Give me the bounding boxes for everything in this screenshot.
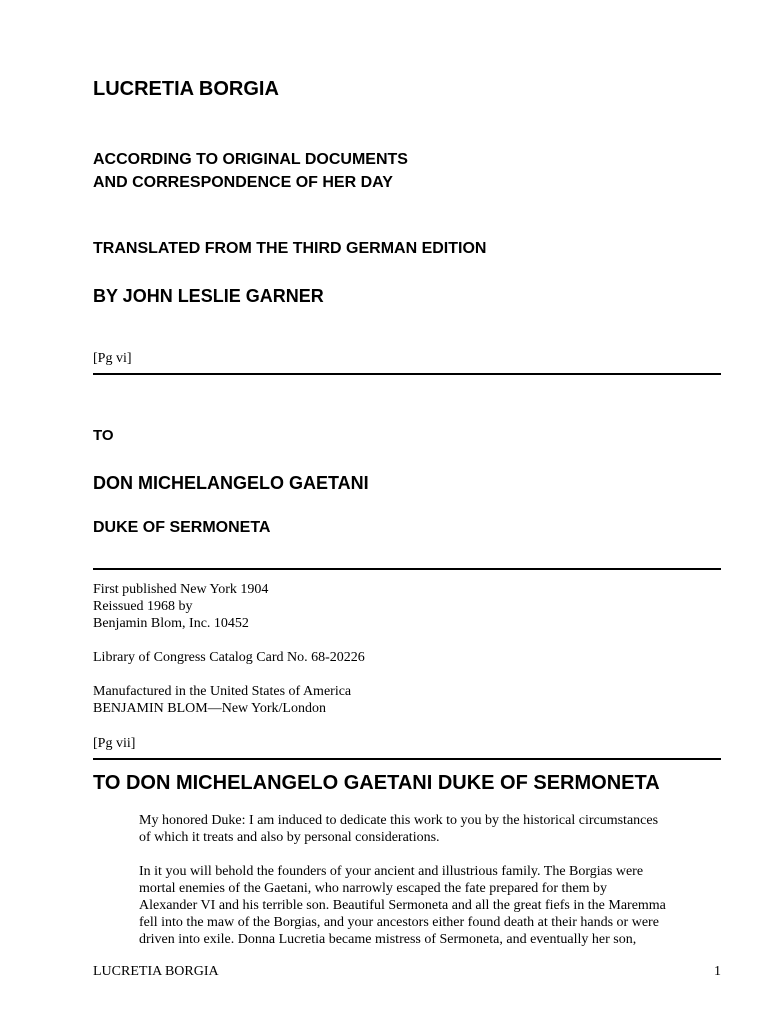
manufacturing-line: BENJAMIN BLOM—New York/London <box>93 701 326 716</box>
book-title: LUCRETIA BORGIA <box>93 78 279 100</box>
horizontal-rule <box>93 758 721 760</box>
publication-line: First published New York 1904 <box>93 582 269 597</box>
manufacturing-info <box>93 683 351 717</box>
paragraph-line: In it you will behold the founders of your ancient and illustrious family. The Borgias were <box>139 864 644 879</box>
subtitle-line-1: ACCORDING TO ORIGINAL DOCUMENTS <box>93 151 408 168</box>
dedication-heading: TO DON MICHELANGELO GAETANI DUKE OF SERMONETA <box>93 772 660 794</box>
paragraph-line: of which it treats and also by personal considerations. <box>139 830 440 845</box>
subtitle-line-2: AND CORRESPONDENCE OF HER DAY <box>93 174 393 191</box>
publication-info <box>93 581 268 632</box>
horizontal-rule <box>93 373 721 375</box>
paragraph-line: mortal enemies of the Gaetani, who narrowly escaped the fate prepared for them by <box>139 881 608 896</box>
manufacturing-line: Manufactured in the United States of America <box>93 684 352 699</box>
paragraph-line: driven into exile. Donna Lucretia became mistress of Sermoneta, and eventually her son, <box>139 932 637 947</box>
publication-line: Reissued 1968 by <box>93 599 193 614</box>
dedicatee-title: DUKE OF SERMONETA <box>93 519 271 536</box>
page-marker-vii: [Pg vii] <box>93 736 136 751</box>
publication-line: Benjamin Blom, Inc. 10452 <box>93 616 249 631</box>
dedicatee-name: DON MICHELANGELO GAETANI <box>93 473 369 493</box>
body-paragraph <box>139 863 699 948</box>
page-number: 1 <box>714 964 721 979</box>
translation-note: TRANSLATED FROM THE THIRD GERMAN EDITION <box>93 240 487 257</box>
page-marker-vi: [Pg vi] <box>93 351 132 366</box>
running-footer-title: LUCRETIA BORGIA <box>93 964 219 979</box>
dedication-to-label: TO <box>93 427 114 444</box>
paragraph-line: fell into the maw of the Borgias, and your ancestors either found death at their hands or were <box>139 915 659 930</box>
horizontal-rule <box>93 568 721 570</box>
byline: BY JOHN LESLIE GARNER <box>93 286 324 306</box>
body-paragraph <box>139 812 699 846</box>
paragraph-line: Alexander VI and his terrible son. Beautiful Sermoneta and all the great fiefs in the Maremma <box>139 898 666 913</box>
library-catalog-info: Library of Congress Catalog Card No. 68-20226 <box>93 650 365 665</box>
paragraph-line: My honored Duke: I am induced to dedicate this work to you by the historical circumstances <box>139 813 659 828</box>
